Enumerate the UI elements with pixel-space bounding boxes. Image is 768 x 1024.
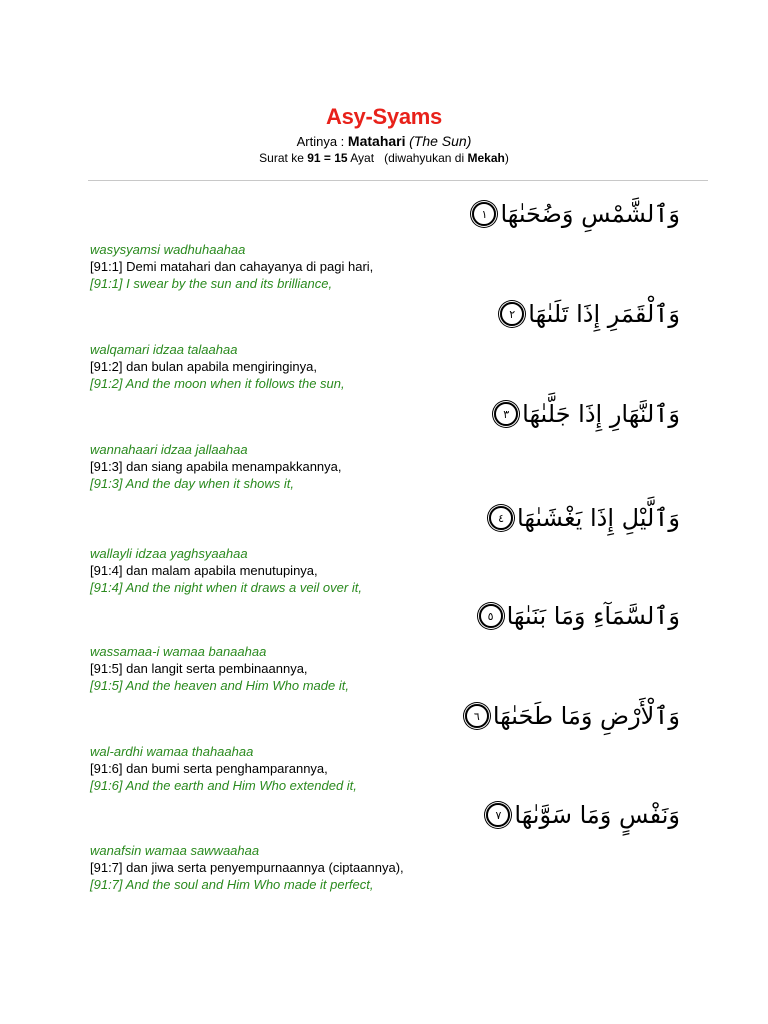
transliteration: wassamaa-i wamaa banaahaa xyxy=(90,644,267,659)
indonesian-translation: [91:2] dan bulan apabila mengiringinya, xyxy=(90,359,317,374)
arabic-line xyxy=(479,598,680,634)
indonesian-translation: [91:4] dan malam apabila menutupinya, xyxy=(90,563,318,578)
english-translation: [91:3] And the day when it shows it, xyxy=(90,476,295,491)
transliteration: wal-ardhi wamaa thahaahaa xyxy=(90,744,254,759)
ayah-number-marker: ٥ xyxy=(479,604,503,628)
indonesian-translation: [91:7] dan jiwa serta penyempurnaannya (ciptaannya), xyxy=(90,860,404,875)
indonesian-translation: [91:3] dan siang apabila menampakkannya, xyxy=(90,459,342,474)
ayah-number-marker: ٦ xyxy=(465,704,489,728)
surat-ayat: Ayat xyxy=(350,151,375,165)
surat-equation: 91 = 15 xyxy=(307,151,348,165)
indonesian-translation: [91:6] dan bumi serta penghamparannya, xyxy=(90,761,328,776)
english-translation: [91:4] And the night when it draws a veil over it, xyxy=(90,580,362,595)
transliteration: wanafsin wamaa sawwaahaa xyxy=(90,843,260,858)
english-translation: [91:6] And the earth and Him Who extended it, xyxy=(90,778,357,793)
arabic-line xyxy=(472,196,680,232)
arabic-line xyxy=(486,797,680,833)
arabic-text: وَٱلَّيْلِ إِذَا يَغْشَىٰهَا xyxy=(517,504,680,532)
revealed-place: Mekah xyxy=(467,151,505,165)
ayah-number-marker: ٧ xyxy=(486,803,510,827)
english-translation: [91:7] And the soul and Him Who made it perfect, xyxy=(90,877,374,892)
surat-prefix: Surat ke xyxy=(259,151,304,165)
arabic-text: وَٱلنَّهَارِ إِذَا جَلَّىٰهَا xyxy=(522,400,680,428)
indonesian-translation: [91:1] Demi matahari dan cahayanya di pagi hari, xyxy=(90,259,374,274)
ayah-number-marker: ٣ xyxy=(494,402,518,426)
transliteration: wasysyamsi wadhuhaahaa xyxy=(90,242,246,257)
transliteration: wallayli idzaa yaghsyaahaa xyxy=(90,546,248,561)
surah-title: Asy-Syams xyxy=(326,104,442,129)
arabic-line xyxy=(500,296,680,332)
ayah-number-marker: ٢ xyxy=(500,302,524,326)
ayah-number-marker: ١ xyxy=(472,202,496,226)
arabic-text: وَنَفْسٍ وَمَا سَوَّىٰهَا xyxy=(514,801,680,829)
meaning-english: (The Sun) xyxy=(409,133,472,149)
arabic-line xyxy=(465,698,680,734)
transliteration: wannahaari idzaa jallaahaa xyxy=(90,442,248,457)
arabic-line xyxy=(494,396,680,432)
revealed-suffix: ) xyxy=(504,151,509,165)
arabic-text: وَٱلشَّمْسِ وَضُحَىٰهَا xyxy=(500,200,680,228)
english-translation: [91:5] And the heaven and Him Who made it, xyxy=(90,678,349,693)
arabic-text: وَٱلسَّمَآءِ وَمَا بَنَىٰهَا xyxy=(506,602,680,630)
arabic-text: وَٱلْأَرْضِ وَمَا طَحَىٰهَا xyxy=(492,702,680,730)
english-translation: [91:1] I swear by the sun and its brilliance, xyxy=(90,276,333,291)
arabic-text: وَٱلْقَمَرِ إِذَا تَلَىٰهَا xyxy=(528,300,680,328)
header-divider xyxy=(88,180,708,181)
revealed-prefix: (diwahyukan di xyxy=(384,151,465,165)
arabic-line xyxy=(489,500,680,536)
english-translation: [91:2] And the moon when it follows the sun, xyxy=(90,376,345,391)
meaning-prefix: Artinya : xyxy=(296,134,345,149)
surah-info xyxy=(0,151,768,165)
transliteration: walqamari idzaa talaahaa xyxy=(90,342,238,357)
ayah-number-marker: ٤ xyxy=(489,506,513,530)
surah-meaning xyxy=(0,133,768,149)
meaning-word: Matahari xyxy=(347,133,406,149)
indonesian-translation: [91:5] dan langit serta pembinaannya, xyxy=(90,661,308,676)
